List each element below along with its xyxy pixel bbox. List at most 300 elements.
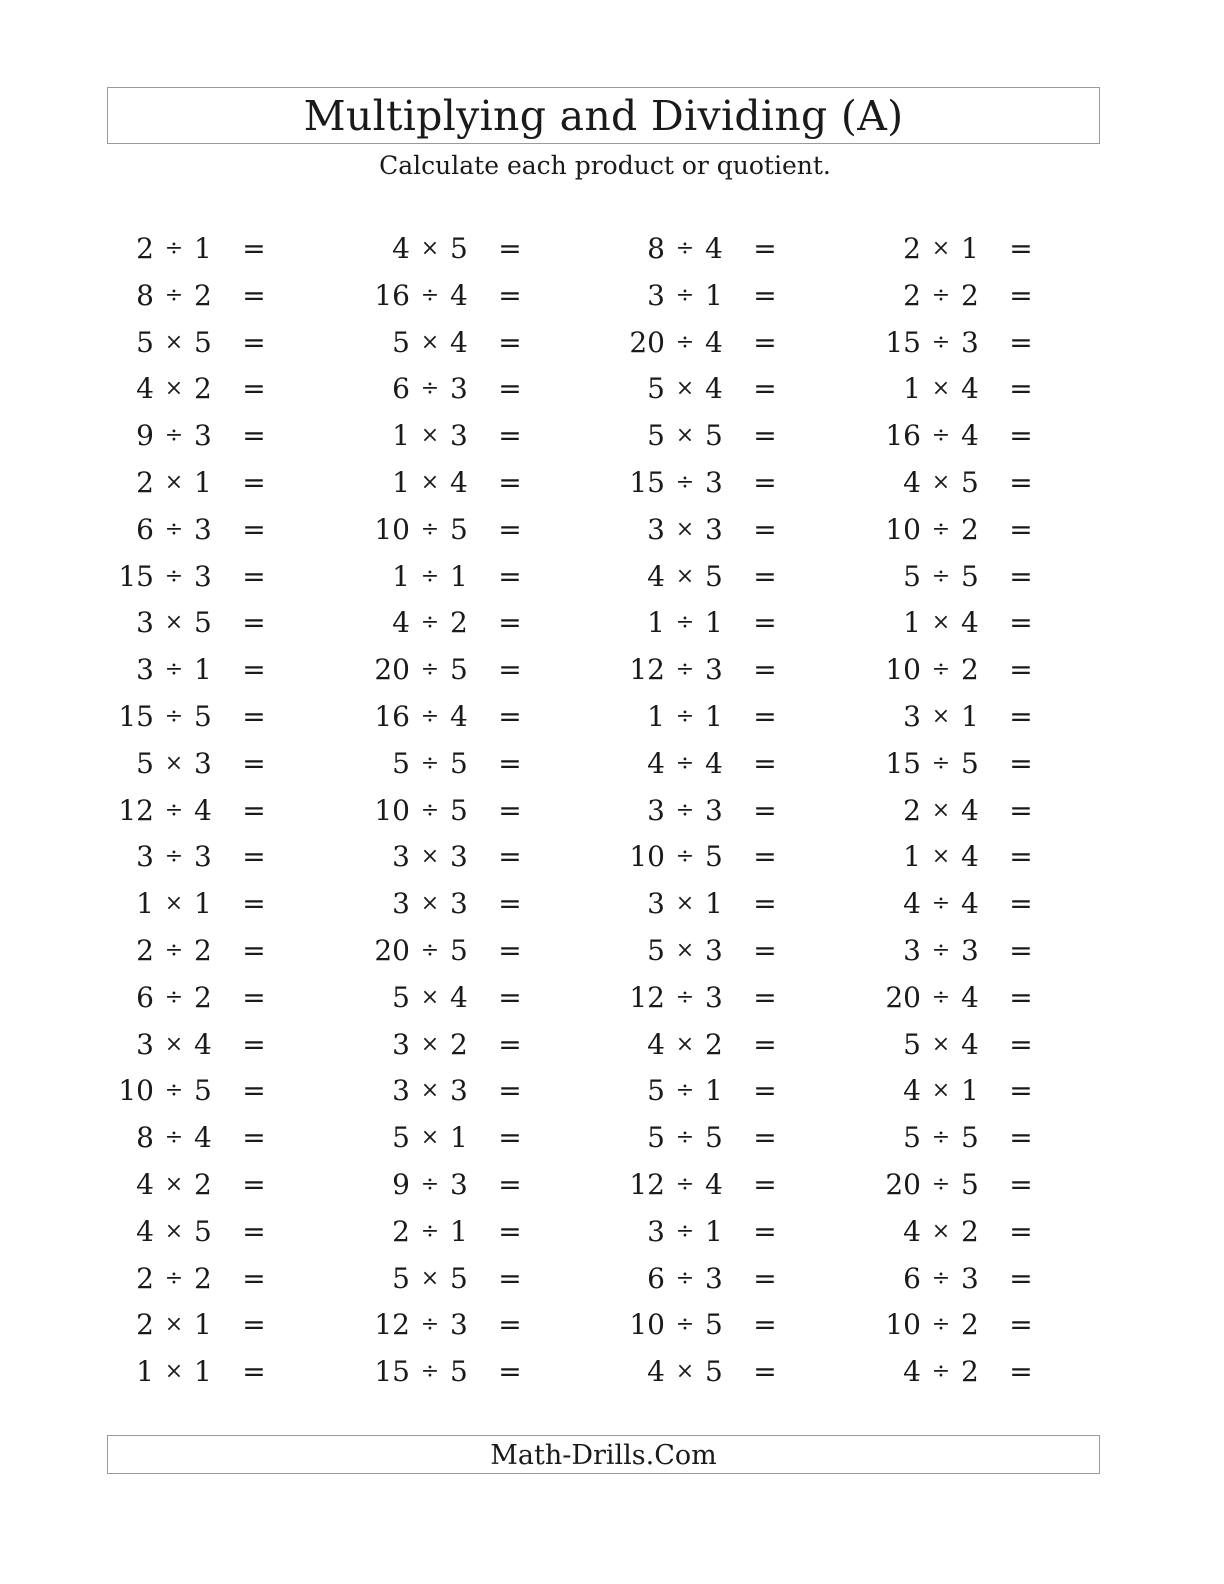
operand-b: 2 (961, 1308, 979, 1342)
operand-a: 6 (136, 980, 154, 1014)
operator: ÷ (420, 516, 440, 542)
operand-b: 5 (961, 1121, 979, 1155)
operand-a: 4 (392, 232, 410, 265)
operand-a: 2 (903, 232, 921, 265)
operator: ÷ (420, 938, 440, 963)
equals-sign: = (498, 1261, 522, 1295)
operand-a: 4 (647, 1355, 665, 1389)
equals-sign: = (1009, 372, 1033, 406)
operator: × (164, 470, 184, 495)
operator: × (931, 610, 951, 636)
equals-sign: = (498, 1027, 522, 1061)
operand-b: 3 (705, 466, 723, 499)
operand-a: 5 (903, 559, 921, 593)
operand-a: 4 (903, 887, 921, 921)
operand-b: 4 (961, 840, 979, 874)
operand-b: 2 (961, 1355, 979, 1389)
operator: × (675, 1359, 695, 1385)
operand-b: 5 (194, 325, 212, 359)
operator: × (675, 423, 695, 449)
operator: ÷ (420, 563, 440, 589)
equals-sign: = (498, 887, 522, 921)
operand-a: 1 (903, 606, 921, 640)
operand-a: 4 (136, 1214, 154, 1248)
operand-a: 3 (647, 278, 665, 312)
operand-a: 15 (118, 700, 154, 733)
operand-b: 3 (705, 980, 723, 1014)
operator: ÷ (675, 797, 695, 823)
equals-sign: = (1009, 934, 1033, 967)
operand-b: 2 (194, 1261, 212, 1295)
operand-b: 1 (450, 559, 468, 593)
operand-a: 10 (374, 793, 410, 827)
operator: ÷ (164, 657, 184, 683)
equals-sign: = (242, 1168, 266, 1201)
operand-a: 4 (903, 1074, 921, 1108)
operand-b: 3 (194, 512, 212, 546)
operator: ÷ (675, 1125, 695, 1151)
operator: ÷ (164, 1078, 184, 1104)
equals-sign: = (1009, 1308, 1033, 1342)
operand-b: 2 (194, 1168, 212, 1201)
equals-sign: = (753, 1121, 777, 1155)
operand-b: 4 (194, 1121, 212, 1155)
operand-b: 3 (450, 840, 468, 874)
equals-sign: = (242, 934, 266, 967)
operator: ÷ (420, 282, 440, 308)
operand-b: 1 (450, 1214, 468, 1248)
operator: ÷ (164, 844, 184, 870)
equals-sign: = (1009, 1355, 1033, 1389)
operand-a: 4 (392, 606, 410, 640)
operand-a: 10 (629, 1308, 665, 1342)
operator: × (420, 1265, 440, 1291)
operand-a: 15 (118, 559, 154, 593)
operator: × (931, 704, 951, 729)
operator: ÷ (675, 984, 695, 1010)
operand-b: 3 (450, 1308, 468, 1342)
equals-sign: = (498, 653, 522, 687)
operand-a: 10 (885, 1308, 921, 1342)
operand-a: 1 (903, 840, 921, 874)
equals-sign: = (1009, 1121, 1033, 1155)
operand-b: 4 (961, 793, 979, 827)
operand-a: 3 (136, 840, 154, 874)
operand-b: 2 (961, 278, 979, 312)
operand-b: 3 (194, 559, 212, 593)
equals-sign: = (753, 653, 777, 687)
operand-a: 12 (118, 793, 154, 827)
operand-a: 10 (118, 1074, 154, 1108)
equals-sign: = (498, 419, 522, 453)
operand-b: 5 (194, 606, 212, 640)
operand-a: 15 (885, 325, 921, 359)
operand-b: 5 (450, 1261, 468, 1295)
equals-sign: = (498, 1074, 522, 1108)
operator: ÷ (931, 891, 951, 917)
operator: × (675, 516, 695, 542)
operand-b: 3 (705, 934, 723, 967)
operand-a: 2 (136, 1308, 154, 1342)
operand-a: 2 (136, 232, 154, 265)
operand-a: 4 (647, 746, 665, 780)
operand-b: 1 (194, 1355, 212, 1389)
operand-a: 5 (392, 1261, 410, 1295)
equals-sign: = (242, 1214, 266, 1248)
operand-b: 3 (450, 887, 468, 921)
equals-sign: = (242, 466, 266, 499)
operand-b: 3 (194, 840, 212, 874)
operand-b: 5 (194, 1214, 212, 1248)
equals-sign: = (753, 606, 777, 640)
operand-a: 20 (885, 980, 921, 1014)
equals-sign: = (242, 1355, 266, 1389)
equals-sign: = (1009, 466, 1033, 499)
operand-b: 4 (961, 372, 979, 406)
operator: ÷ (420, 610, 440, 636)
operand-b: 4 (194, 1027, 212, 1061)
operator: ÷ (931, 1265, 951, 1291)
operand-a: 5 (647, 372, 665, 406)
equals-sign: = (498, 934, 522, 967)
operand-a: 6 (392, 372, 410, 406)
operand-b: 2 (194, 934, 212, 967)
operand-b: 5 (450, 746, 468, 780)
operand-b: 5 (194, 1074, 212, 1108)
operand-b: 5 (961, 1168, 979, 1201)
equals-sign: = (753, 887, 777, 921)
operand-b: 3 (194, 419, 212, 453)
equals-sign: = (1009, 1168, 1033, 1201)
operator: ÷ (931, 423, 951, 449)
operand-a: 5 (392, 325, 410, 359)
operand-b: 4 (450, 466, 468, 499)
operand-a: 2 (903, 793, 921, 827)
equals-sign: = (753, 1308, 777, 1342)
operator: × (675, 891, 695, 917)
equals-sign: = (753, 512, 777, 546)
operand-b: 5 (194, 700, 212, 733)
operator: × (675, 376, 695, 402)
operator: ÷ (931, 1172, 951, 1197)
operator: × (420, 844, 440, 870)
operand-a: 20 (374, 653, 410, 687)
operand-a: 3 (903, 934, 921, 967)
operand-b: 3 (961, 325, 979, 359)
operand-b: 1 (961, 1074, 979, 1108)
operand-a: 5 (647, 1074, 665, 1108)
equals-sign: = (753, 278, 777, 312)
operand-a: 6 (136, 512, 154, 546)
equals-sign: = (753, 1214, 777, 1248)
operand-b: 5 (450, 934, 468, 967)
equals-sign: = (753, 325, 777, 359)
operator: ÷ (164, 282, 184, 308)
operand-b: 2 (194, 278, 212, 312)
equals-sign: = (753, 840, 777, 874)
operand-a: 1 (392, 419, 410, 453)
operator: × (164, 1172, 184, 1197)
operator: × (164, 329, 184, 355)
operand-b: 1 (705, 1214, 723, 1248)
equals-sign: = (1009, 232, 1033, 265)
operator: ÷ (420, 704, 440, 729)
operator: ÷ (675, 844, 695, 870)
operand-a: 10 (629, 840, 665, 874)
page-title: Multiplying and Dividing (A) (303, 92, 904, 140)
equals-sign: = (242, 700, 266, 733)
operand-b: 5 (450, 512, 468, 546)
operator: ÷ (675, 1078, 695, 1104)
operand-a: 15 (629, 466, 665, 499)
operand-b: 4 (194, 793, 212, 827)
operand-b: 2 (450, 606, 468, 640)
operator: × (420, 329, 440, 355)
equals-sign: = (498, 372, 522, 406)
equals-sign: = (242, 325, 266, 359)
operand-a: 1 (903, 372, 921, 406)
operand-a: 16 (885, 419, 921, 453)
equals-sign: = (1009, 325, 1033, 359)
operand-b: 4 (705, 372, 723, 406)
equals-sign: = (242, 1261, 266, 1295)
operator: × (420, 891, 440, 917)
operand-a: 3 (647, 1214, 665, 1248)
operand-a: 3 (392, 887, 410, 921)
operator: × (164, 891, 184, 917)
equals-sign: = (498, 606, 522, 640)
operator: × (420, 423, 440, 449)
operand-b: 2 (194, 980, 212, 1014)
operator: ÷ (164, 563, 184, 589)
operator: × (164, 1031, 184, 1057)
operand-b: 2 (961, 1214, 979, 1248)
operator: ÷ (420, 797, 440, 823)
operator: ÷ (164, 516, 184, 542)
operator: ÷ (420, 657, 440, 683)
equals-sign: = (753, 793, 777, 827)
operator: ÷ (675, 750, 695, 776)
operand-b: 4 (450, 700, 468, 733)
operand-a: 8 (136, 278, 154, 312)
operand-b: 4 (705, 1168, 723, 1201)
operand-a: 4 (903, 466, 921, 499)
equals-sign: = (242, 372, 266, 406)
operand-a: 9 (392, 1168, 410, 1201)
equals-sign: = (498, 1308, 522, 1342)
operand-a: 1 (647, 700, 665, 733)
operator: × (164, 1359, 184, 1385)
operand-a: 5 (647, 934, 665, 967)
equals-sign: = (1009, 419, 1033, 453)
equals-sign: = (753, 1168, 777, 1201)
operand-b: 3 (705, 1261, 723, 1295)
equals-sign: = (498, 840, 522, 874)
operator: × (931, 1078, 951, 1104)
equals-sign: = (498, 559, 522, 593)
equals-sign: = (1009, 1074, 1033, 1108)
operator: ÷ (931, 984, 951, 1010)
operand-a: 2 (903, 278, 921, 312)
operand-b: 1 (194, 887, 212, 921)
equals-sign: = (1009, 1027, 1033, 1061)
equals-sign: = (242, 653, 266, 687)
operand-a: 3 (392, 1074, 410, 1108)
operand-a: 8 (647, 232, 665, 265)
equals-sign: = (498, 278, 522, 312)
operand-b: 1 (961, 700, 979, 733)
operator: ÷ (420, 1172, 440, 1197)
operand-a: 12 (629, 653, 665, 687)
operator: ÷ (675, 1172, 695, 1197)
equals-sign: = (1009, 746, 1033, 780)
operator: × (931, 470, 951, 495)
operand-a: 10 (885, 653, 921, 687)
equals-sign: = (753, 232, 777, 265)
equals-sign: = (498, 1168, 522, 1201)
operand-a: 5 (647, 419, 665, 453)
equals-sign: = (1009, 559, 1033, 593)
operand-b: 2 (194, 372, 212, 406)
operator: ÷ (164, 1265, 184, 1291)
equals-sign: = (242, 512, 266, 546)
equals-sign: = (753, 559, 777, 593)
operand-b: 1 (961, 232, 979, 265)
operator: ÷ (931, 329, 951, 355)
operand-b: 3 (450, 1168, 468, 1201)
operand-a: 3 (647, 887, 665, 921)
operand-a: 5 (903, 1121, 921, 1155)
equals-sign: = (242, 232, 266, 265)
operator: ÷ (420, 1218, 440, 1244)
equals-sign: = (242, 840, 266, 874)
operand-b: 4 (961, 419, 979, 453)
operator: ÷ (420, 376, 440, 402)
operand-b: 4 (705, 232, 723, 265)
operand-a: 2 (136, 1261, 154, 1295)
operand-b: 5 (961, 746, 979, 780)
operand-a: 15 (374, 1355, 410, 1389)
operator: ÷ (931, 563, 951, 589)
operand-a: 20 (885, 1168, 921, 1201)
operator: ÷ (675, 610, 695, 636)
equals-sign: = (242, 1308, 266, 1342)
operand-b: 2 (961, 653, 979, 687)
operand-b: 3 (705, 512, 723, 546)
equals-sign: = (242, 1074, 266, 1108)
operator: ÷ (931, 750, 951, 776)
operator: ÷ (675, 704, 695, 729)
operand-a: 5 (392, 980, 410, 1014)
operator: ÷ (931, 938, 951, 963)
operator: × (164, 1218, 184, 1244)
operand-b: 5 (705, 1355, 723, 1389)
operator: ÷ (675, 470, 695, 495)
operand-b: 3 (450, 419, 468, 453)
operator: ÷ (164, 984, 184, 1010)
equals-sign: = (498, 980, 522, 1014)
operand-a: 10 (374, 512, 410, 546)
equals-sign: = (242, 887, 266, 921)
operand-b: 5 (450, 653, 468, 687)
equals-sign: = (1009, 512, 1033, 546)
equals-sign: = (242, 278, 266, 312)
equals-sign: = (1009, 278, 1033, 312)
operand-b: 5 (450, 793, 468, 827)
operand-a: 3 (903, 700, 921, 733)
operand-b: 1 (194, 1308, 212, 1342)
operand-b: 1 (705, 700, 723, 733)
equals-sign: = (242, 606, 266, 640)
equals-sign: = (498, 793, 522, 827)
operand-b: 4 (961, 606, 979, 640)
operand-b: 1 (194, 653, 212, 687)
equals-sign: = (1009, 887, 1033, 921)
operand-b: 1 (705, 1074, 723, 1108)
operand-a: 12 (374, 1308, 410, 1342)
operand-b: 4 (961, 1027, 979, 1061)
operand-a: 3 (647, 512, 665, 546)
equals-sign: = (498, 232, 522, 265)
operand-a: 9 (136, 419, 154, 453)
operand-b: 5 (450, 1355, 468, 1389)
operand-b: 3 (450, 1074, 468, 1108)
operand-b: 4 (705, 325, 723, 359)
operand-a: 12 (629, 1168, 665, 1201)
equals-sign: = (1009, 606, 1033, 640)
operator: × (931, 1218, 951, 1244)
operand-b: 5 (961, 559, 979, 593)
footer-credit: Math-Drills.Com (490, 1440, 717, 1471)
operator: × (675, 1031, 695, 1057)
operator: ÷ (675, 329, 695, 355)
operand-b: 1 (450, 1121, 468, 1155)
operator: ÷ (420, 750, 440, 776)
equals-sign: = (1009, 980, 1033, 1014)
operand-a: 5 (392, 1121, 410, 1155)
operand-a: 1 (392, 466, 410, 499)
operand-b: 3 (961, 1261, 979, 1295)
equals-sign: = (753, 980, 777, 1014)
operand-b: 5 (961, 466, 979, 499)
operand-b: 5 (705, 559, 723, 593)
operand-a: 2 (392, 1214, 410, 1248)
equals-sign: = (242, 1121, 266, 1155)
operator: ÷ (675, 282, 695, 308)
operand-a: 3 (647, 793, 665, 827)
operand-a: 16 (374, 700, 410, 733)
operand-b: 2 (705, 1027, 723, 1061)
operator: × (675, 938, 695, 963)
operand-a: 15 (885, 746, 921, 780)
operator: × (931, 797, 951, 823)
operand-a: 3 (392, 840, 410, 874)
operator: × (931, 1031, 951, 1057)
operator: × (931, 236, 951, 261)
operator: × (420, 1031, 440, 1057)
operator: × (420, 984, 440, 1010)
operator: × (164, 1312, 184, 1338)
operand-b: 1 (705, 278, 723, 312)
equals-sign: = (242, 980, 266, 1014)
operand-b: 4 (705, 746, 723, 780)
instructions: Calculate each product or quotient. (379, 151, 831, 180)
footer-box (107, 1435, 1100, 1474)
operand-a: 1 (136, 1355, 154, 1389)
operator: × (420, 470, 440, 495)
operand-a: 4 (136, 1168, 154, 1201)
operand-b: 5 (705, 840, 723, 874)
